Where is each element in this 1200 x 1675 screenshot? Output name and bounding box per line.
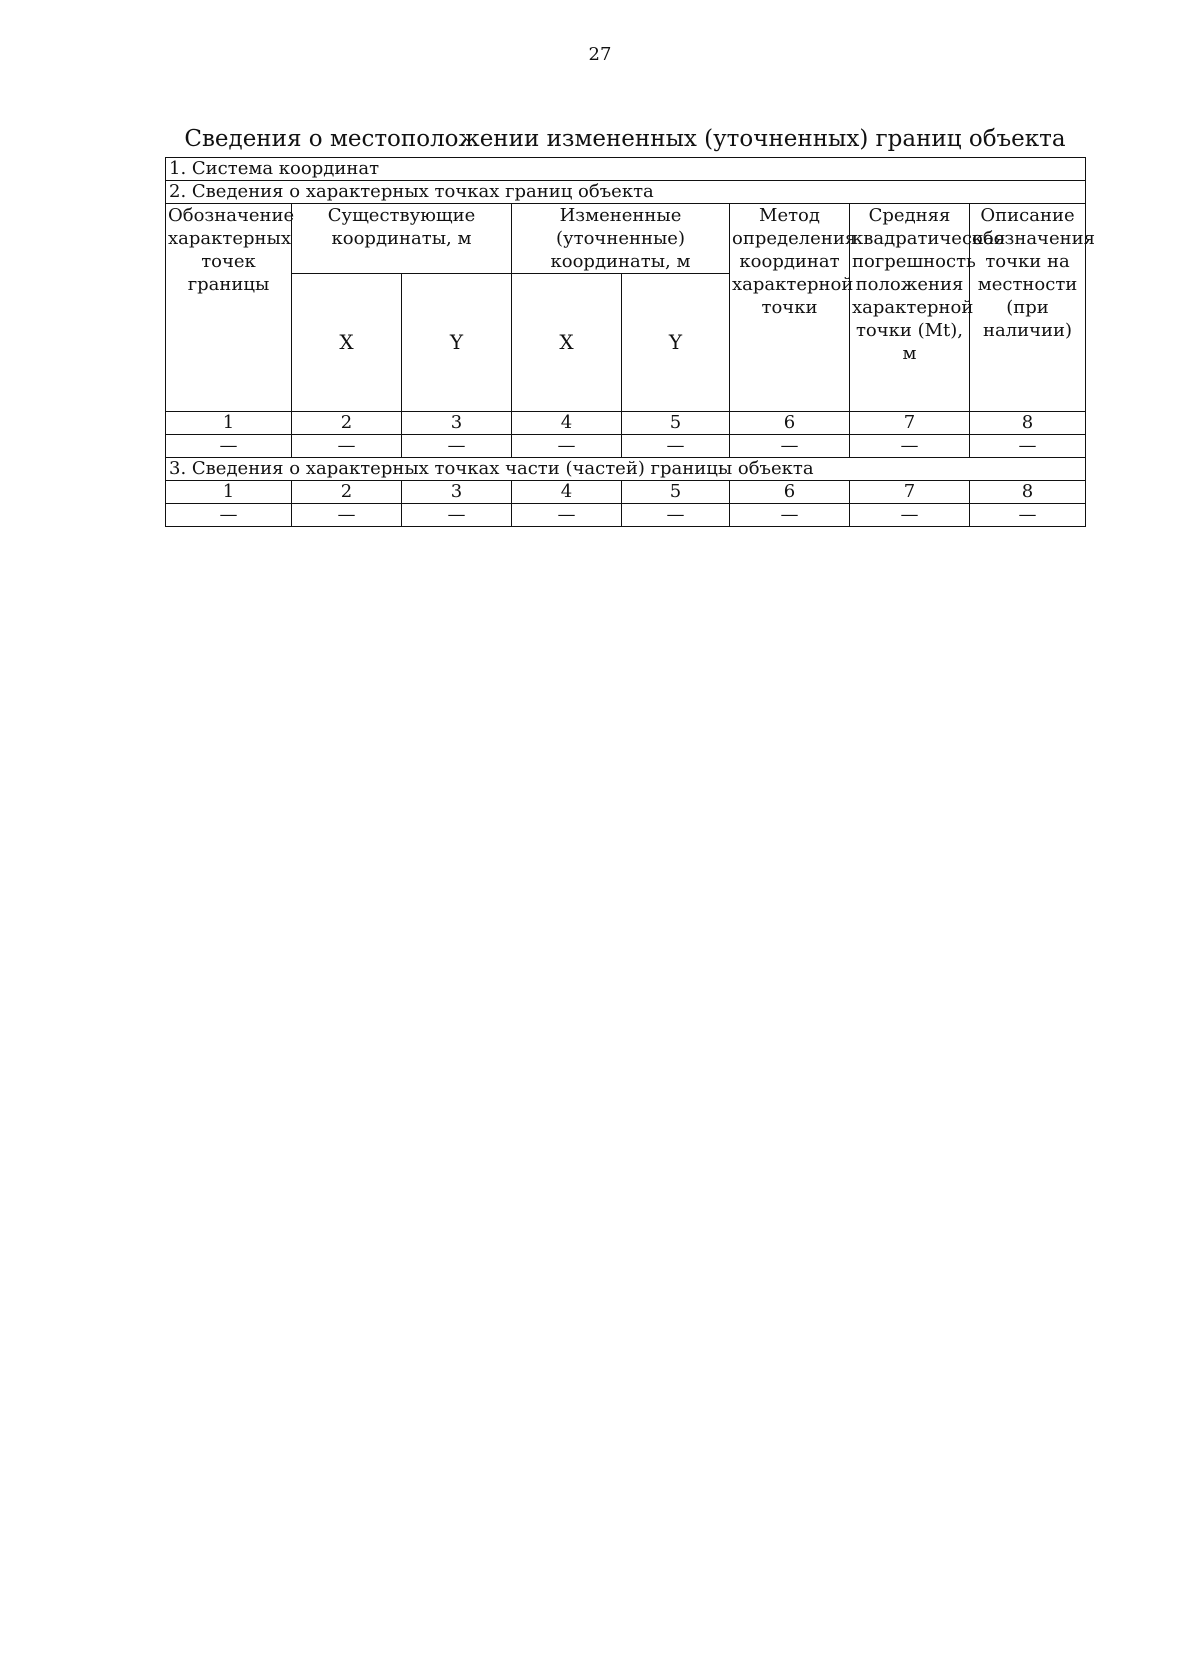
column-number: 6 bbox=[730, 481, 850, 504]
empty-cell: — bbox=[166, 435, 292, 458]
column-number: 7 bbox=[850, 481, 970, 504]
empty-cell: — bbox=[402, 435, 512, 458]
empty-cell: — bbox=[850, 435, 970, 458]
column-number-row bbox=[166, 481, 1086, 504]
header-mean-error: Средняя квадратическая погрешность положения характерной точки (Mt), м bbox=[850, 204, 970, 412]
empty-data-row bbox=[166, 504, 1086, 527]
column-number-row bbox=[166, 412, 1086, 435]
empty-cell: — bbox=[622, 435, 730, 458]
header-method: Метод определения координат характерной точки bbox=[730, 204, 850, 412]
document-title: Сведения о местоположении измененных (уточненных) границ объекта bbox=[184, 126, 1066, 152]
empty-cell: — bbox=[292, 504, 402, 527]
column-number: 2 bbox=[292, 481, 402, 504]
header-changed-coords: Измененные (уточненные) координаты, м bbox=[512, 204, 730, 274]
column-number: 7 bbox=[850, 412, 970, 435]
page-number: 27 bbox=[588, 44, 612, 65]
section-coordinate-system: 1. Система координат bbox=[166, 158, 1086, 181]
column-number: 8 bbox=[970, 481, 1086, 504]
section-row-coordinate-system bbox=[166, 158, 1086, 181]
column-number: 1 bbox=[166, 481, 292, 504]
column-number: 6 bbox=[730, 412, 850, 435]
empty-cell: — bbox=[512, 504, 622, 527]
section-boundary-points: 2. Сведения о характерных точках границ объекта bbox=[166, 181, 1086, 204]
column-number: 3 bbox=[402, 481, 512, 504]
column-number: 1 bbox=[166, 412, 292, 435]
column-number: 4 bbox=[512, 412, 622, 435]
column-number: 3 bbox=[402, 412, 512, 435]
empty-cell: — bbox=[970, 504, 1086, 527]
empty-cell: — bbox=[730, 504, 850, 527]
empty-cell: — bbox=[730, 435, 850, 458]
header-row-top bbox=[166, 204, 1086, 274]
header-designation: Обозначение характерных точек границы bbox=[166, 204, 292, 412]
empty-cell: — bbox=[850, 504, 970, 527]
column-number: 5 bbox=[622, 481, 730, 504]
column-number: 8 bbox=[970, 412, 1086, 435]
header-description: Описание обозначения точки на местности (при наличии) bbox=[970, 204, 1086, 412]
empty-cell: — bbox=[166, 504, 292, 527]
header-existing-coords: Существующие координаты, м bbox=[292, 204, 512, 274]
empty-cell: — bbox=[402, 504, 512, 527]
empty-cell: — bbox=[292, 435, 402, 458]
empty-data-row bbox=[166, 435, 1086, 458]
header-existing-x: X bbox=[292, 274, 402, 412]
header-existing-y: Y bbox=[402, 274, 512, 412]
empty-cell: — bbox=[970, 435, 1086, 458]
section-row-partial-boundary bbox=[166, 458, 1086, 481]
column-number: 5 bbox=[622, 412, 730, 435]
column-number: 2 bbox=[292, 412, 402, 435]
empty-cell: — bbox=[622, 504, 730, 527]
boundary-table bbox=[165, 157, 1095, 527]
section-partial-boundary-points: 3. Сведения о характерных точках части (частей) границы объекта bbox=[166, 458, 1086, 481]
header-changed-y: Y bbox=[622, 274, 730, 412]
section-row-boundary-points bbox=[166, 181, 1086, 204]
header-changed-x: X bbox=[512, 274, 622, 412]
empty-cell: — bbox=[512, 435, 622, 458]
column-number: 4 bbox=[512, 481, 622, 504]
